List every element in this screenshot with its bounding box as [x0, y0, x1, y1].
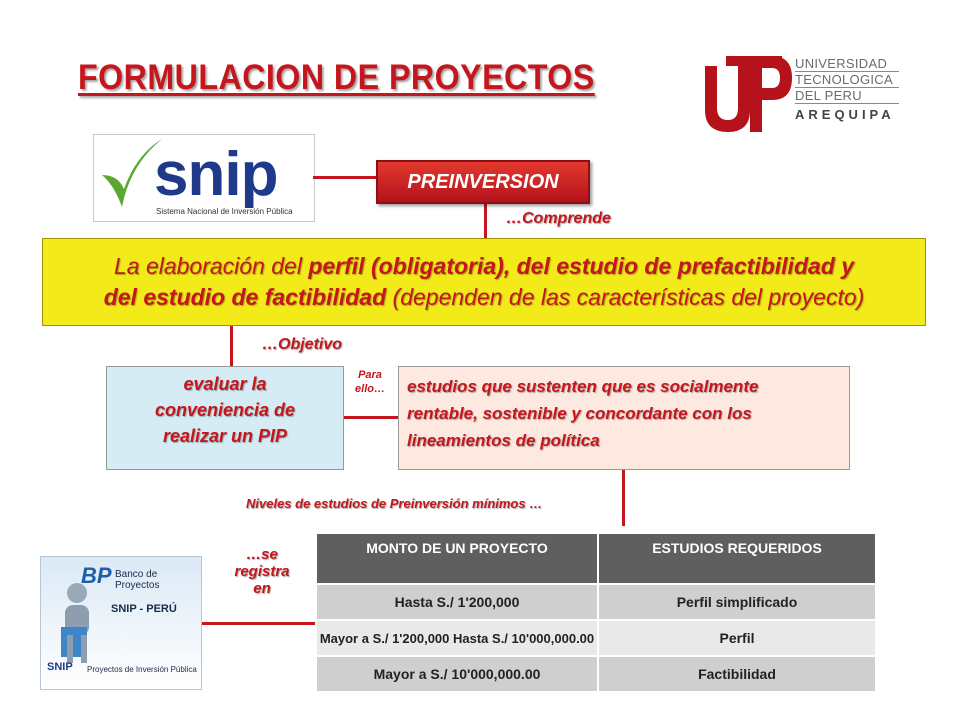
page-title: FORMULACION DE PROYECTOS — [78, 58, 595, 97]
utp-emblem-icon — [700, 48, 795, 138]
utp-divider — [795, 71, 899, 72]
utp-divider — [795, 103, 899, 104]
table-cell-estudio: Perfil simplificado — [598, 584, 876, 620]
para-ello-label — [348, 368, 392, 396]
snip-word: snip — [154, 140, 278, 209]
evaluar-line: evaluar la — [183, 374, 267, 394]
utp-line-4: AREQUIPA — [795, 107, 895, 122]
banco-proyectos-logo — [40, 556, 202, 690]
bp-letters: BP — [81, 563, 112, 588]
connector-line — [344, 416, 398, 419]
bp-snip-peru-label: SNIP - PERÚ — [111, 603, 177, 615]
utp-logo — [700, 48, 920, 138]
bp-snip-small: SNIP — [47, 661, 73, 673]
main-line-2 — [43, 282, 925, 313]
bp-banco-label: Banco de Proyectos — [115, 569, 160, 591]
estudios-line: lineamientos de política — [407, 431, 600, 450]
connector-line — [202, 622, 315, 625]
utp-line-1: UNIVERSIDAD — [795, 56, 888, 71]
estudios-line: rentable, sostenible y concordante con los — [407, 404, 752, 423]
connector-line — [622, 470, 625, 526]
evaluar-line: conveniencia de — [154, 400, 296, 420]
snip-caption: Sistema Nacional de Inversión Pública — [156, 207, 293, 216]
table-cell-estudio: Perfil — [598, 620, 876, 656]
registra-line: …se — [246, 546, 278, 563]
evaluar-line: realizar un PIP — [162, 426, 288, 446]
comprende-label: …Comprende — [506, 210, 611, 227]
table-cell-estudio: Factibilidad — [598, 656, 876, 692]
table-header-row — [316, 533, 876, 584]
utp-line-2: TECNOLOGICA — [795, 72, 893, 87]
studies-requirements-table — [315, 532, 877, 693]
snip-logo — [93, 134, 315, 222]
estudios-line: estudios que sustenten que es socialmente — [407, 377, 759, 396]
table-cell-monto: Hasta S./ 1'200,000 — [316, 584, 598, 620]
estudios-box — [398, 366, 850, 470]
main-description-box — [42, 238, 926, 326]
table-row — [316, 620, 876, 656]
para-line: Para — [358, 369, 382, 381]
niveles-label: Niveles de estudios de Preinversión mínimos … — [246, 496, 543, 511]
table-cell-monto: Mayor a S./ 10'000,000.00 — [316, 656, 598, 692]
objetivo-label: …Objetivo — [262, 336, 343, 353]
preinversion-box: PREINVERSION — [376, 160, 590, 204]
registra-label — [232, 546, 292, 597]
table-row — [316, 656, 876, 692]
registra-line: registra — [234, 563, 290, 580]
person-figure-icon — [47, 581, 107, 671]
connector-line — [313, 176, 377, 179]
table-header-monto: MONTO DE UN PROYECTO — [316, 533, 598, 584]
connector-line — [484, 200, 487, 238]
registra-line: en — [253, 580, 271, 597]
para-line: ello… — [355, 383, 385, 395]
main-line-2-regular: (dependen de las características del proyecto) — [386, 284, 865, 310]
connector-line — [230, 326, 233, 366]
utp-line-3: DEL PERU — [795, 88, 862, 103]
table-row — [316, 584, 876, 620]
main-line-1-bold: perfil (obligatoria), del estudio de prefactibilidad y — [308, 253, 855, 279]
main-line-1 — [43, 251, 925, 282]
utp-divider — [795, 87, 899, 88]
bp-proyectos-label: Proyectos de Inversión Pública — [87, 665, 197, 674]
evaluar-box — [106, 366, 344, 470]
table-cell-monto: Mayor a S./ 1'200,000 Hasta S./ 10'000,000.00 — [316, 620, 598, 656]
main-line-1-regular: La elaboración del — [113, 253, 309, 279]
table-header-estudios: ESTUDIOS REQUERIDOS — [598, 533, 876, 584]
main-line-2-bold: del estudio de factibilidad — [103, 284, 387, 310]
